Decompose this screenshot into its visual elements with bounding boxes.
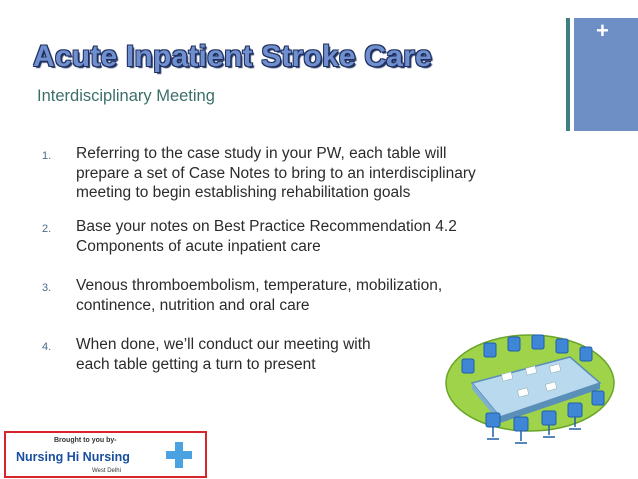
accent-bar-thin [566,18,570,131]
medical-cross-icon [166,442,192,468]
list-item-number: 1. [42,150,52,162]
brand-logo [4,431,207,478]
logo-location: West Delhi [92,468,121,474]
list-item-number: 3. [42,282,52,294]
plus-icon: + [596,18,609,43]
meeting-table-illustration [442,325,620,449]
slide-subtitle: Interdisciplinary Meeting [37,87,215,105]
slide-title: Acute Inpatient Stroke Care [33,40,432,73]
list-item-number: 4. [42,341,52,353]
list-item-number: 2. [42,223,52,235]
logo-title: Nursing Hi Nursing [16,450,130,464]
list-item-text: When done, we’ll conduct our meeting with each table getting a turn to present [76,336,371,373]
list-item-text: Base your notes on Best Practice Recommendation 4.2 Components of acute inpatient care [76,218,457,255]
list-item-text: Referring to the case study in your PW, each table will prepare a set of Case Notes to bring to an interdisciplinary meeting to begin establishing rehabilitation goals [76,145,476,201]
logo-tagline: Brought to you by- [54,437,117,444]
list-item-text: Venous thromboembolism, temperature, mobilization, continence, nutrition and oral care [76,277,443,314]
